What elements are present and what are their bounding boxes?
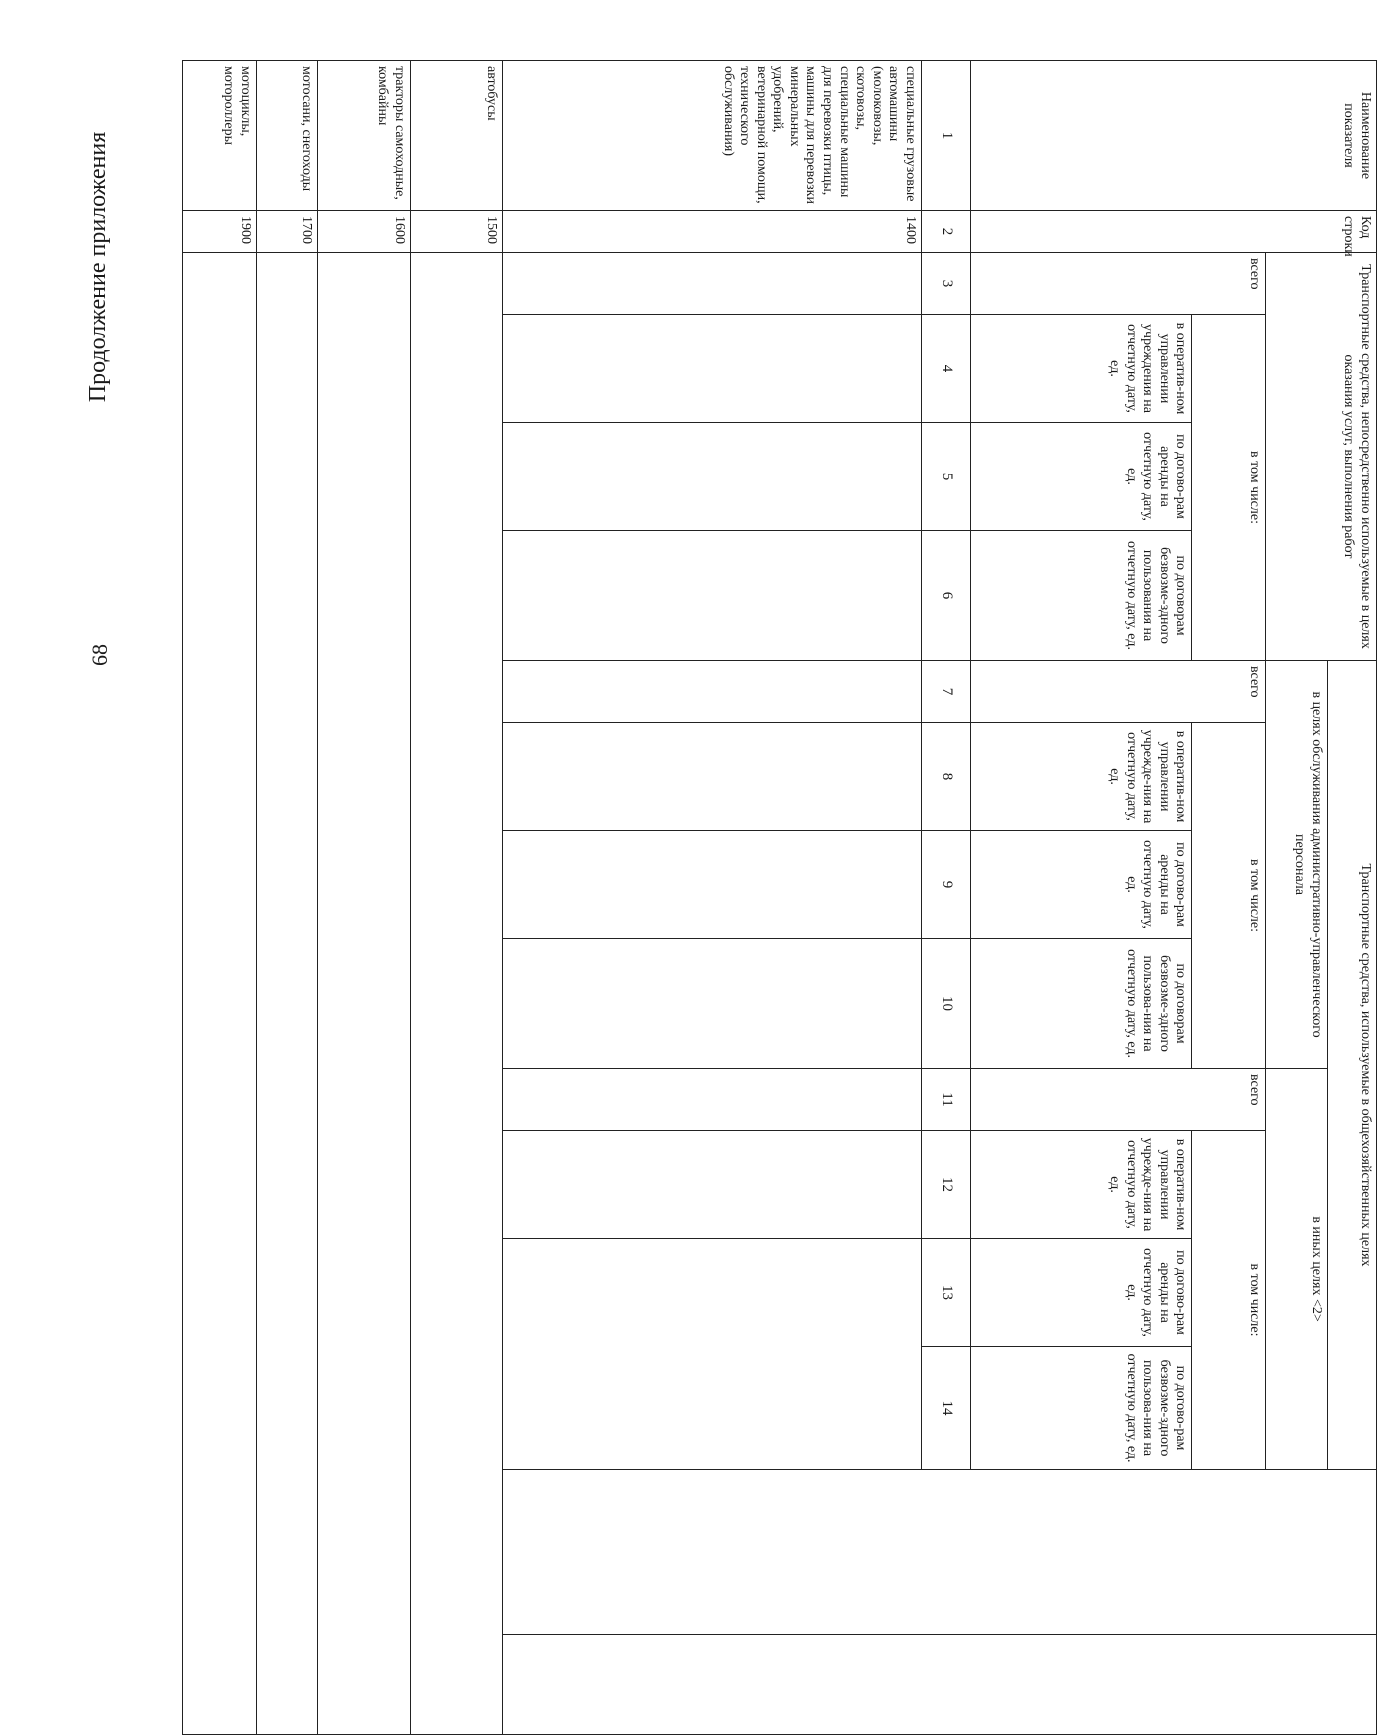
header-group-direct-use: Транспортные средства, непосредственно используемые в целях оказания услуг, выполнения работ [1266, 253, 1377, 661]
table-row [410, 61, 502, 1735]
column-number-11: 11 [921, 1069, 970, 1131]
header-col5: по догово-рам аренды на отчетную дату, ед. [970, 423, 1192, 531]
column-number-14: 14 [921, 1347, 970, 1470]
header-col3-total: всего [970, 253, 1265, 315]
column-number-5: 5 [921, 423, 970, 531]
header-col14: по догово-рам безвозме-здного пользова-ния на отчетную дату, ед. [970, 1347, 1192, 1470]
row-1400-col6 [503, 531, 922, 661]
row-1500-name: автобусы [410, 61, 502, 211]
header-col13: по догово-рам аренды на отчетную дату, ед. [970, 1239, 1192, 1347]
row-1600-code: 1600 [318, 211, 410, 253]
column-number-6: 6 [921, 531, 970, 661]
row-1400-col3 [503, 253, 922, 315]
header-col9: по догово-рам аренды на отчетную дату, ед. [970, 831, 1192, 939]
table-row [183, 61, 257, 1735]
continuation-caption: Продолжение приложения [85, 131, 111, 403]
column-number-8: 8 [921, 723, 970, 831]
header-col7-total: всего [970, 661, 1265, 723]
header-row-1 [1327, 61, 1376, 1735]
header-col10: по договорам безвозме-здного пользова-ния на отчетную дату, ед. [970, 939, 1192, 1069]
row-1700-name: мотосани, снегоходы [256, 61, 318, 211]
header-col8-10-including: в том числе: [1192, 723, 1266, 1069]
row-1900-values [183, 253, 257, 1735]
row-1400-col8 [503, 723, 922, 831]
row-1500-code: 1500 [410, 211, 502, 253]
row-1400-data [503, 1470, 1377, 1635]
table-row [318, 61, 410, 1735]
page-number: 68 [87, 644, 112, 666]
column-number-12: 12 [921, 1131, 970, 1239]
row-1500-values [410, 253, 502, 1735]
header-row-code: Код строки [970, 211, 1376, 253]
row-1900-name: мотоциклы, мотороллеры [183, 61, 257, 211]
header-indicator-name: Наименование показателя [970, 61, 1376, 211]
row-1400-col11 [503, 1069, 922, 1131]
header-subgroup-other: в иных целях <2> [1266, 1069, 1328, 1470]
row-1400-col5 [503, 423, 922, 531]
header-col11-total: всего [970, 1069, 1265, 1131]
header-group-general-use: Транспортные средства, используемые в общехозяйственных целях [1327, 661, 1376, 1470]
row-1400-col7 [503, 661, 922, 723]
row-1400-col12 [503, 1131, 922, 1239]
report-table [182, 60, 1377, 1735]
row-1600-values [318, 253, 410, 1735]
row-1900-code: 1900 [183, 211, 257, 253]
row-1400-col9 [503, 831, 922, 939]
row-1700-values [256, 253, 318, 1735]
column-number-4: 4 [921, 315, 970, 423]
row-1400-col10 [503, 939, 922, 1069]
column-number-7: 7 [921, 661, 970, 723]
report-table-container [182, 60, 1377, 1734]
header-col4: в оператив-ном управлении учреждения на отчетную дату, ед. [970, 315, 1192, 423]
column-number-9: 9 [921, 831, 970, 939]
row-1600-name: тракторы самоходные, комбайны [318, 61, 410, 211]
row-1400-col4 [503, 315, 922, 423]
column-number-10: 10 [921, 939, 970, 1069]
row-1700-code: 1700 [256, 211, 318, 253]
header-col12: в оператив-ном управлении учрежде-ния на отчетную дату, ед. [970, 1131, 1192, 1239]
table-row [256, 61, 318, 1735]
column-number-1: 1 [921, 61, 970, 211]
header-col8: в оператив-ном управлении учрежде-ния на отчетную дату, ед. [970, 723, 1192, 831]
row-1400-data-extra [503, 1635, 1377, 1735]
header-col6: по договорам безвозме-здного пользования на отчетную дату, ед. [970, 531, 1192, 661]
header-subgroup-admin: в целях обслуживания административно-управленческого персонала [1266, 661, 1328, 1069]
column-number-3: 3 [921, 253, 970, 315]
header-col4-6-including: в том числе: [1192, 315, 1266, 661]
row-1400-code: 1400 [503, 211, 922, 253]
column-number-2: 2 [921, 211, 970, 253]
header-col12-14-including: в том числе: [1192, 1131, 1266, 1470]
row-1400-name: специальные грузовые автомашины (молоковозы, скотовозы, специальные машины для перевозки птицы, машины для перевозки минеральных удобрений, ветеринарной помощи, технического обслуживания) [503, 61, 922, 211]
column-number-13: 13 [921, 1239, 970, 1347]
